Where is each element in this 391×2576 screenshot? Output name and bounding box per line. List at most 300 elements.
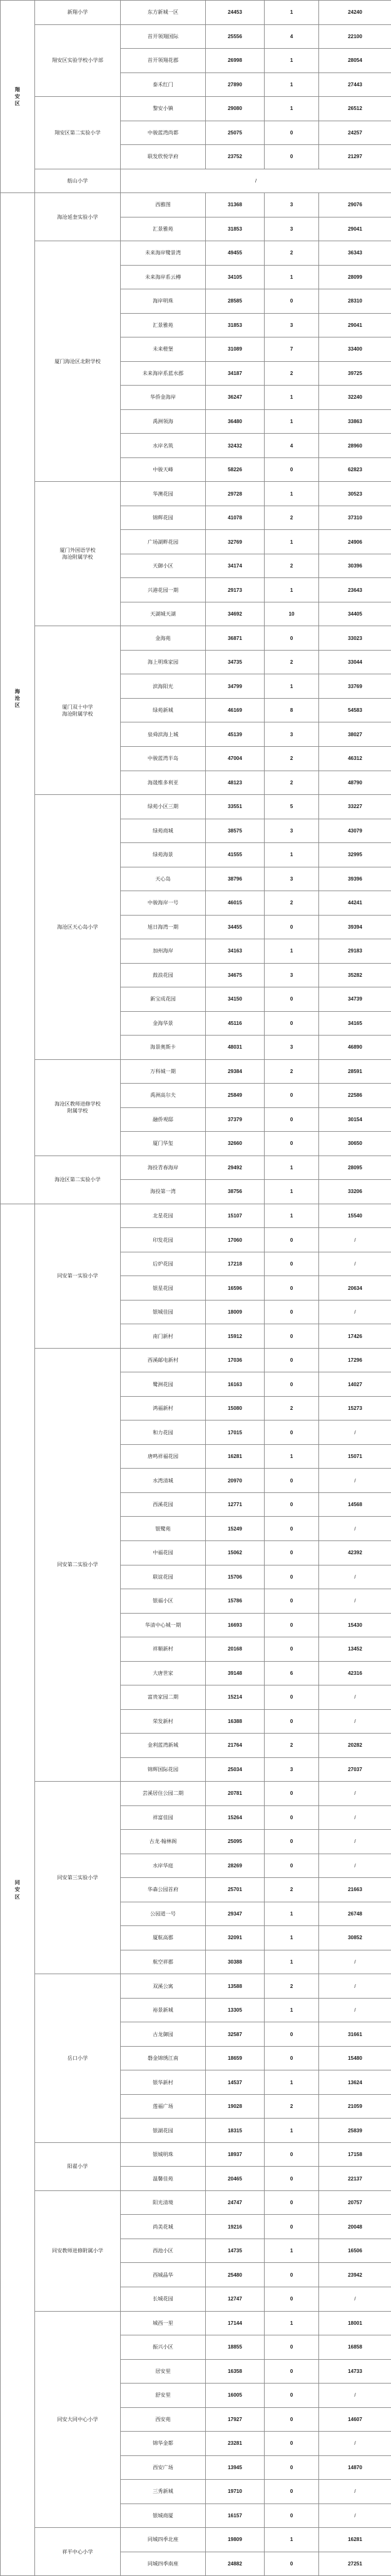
count-cell: 2 xyxy=(265,241,319,266)
price-cell: 12747 xyxy=(206,2287,265,2311)
count-cell: 3 xyxy=(265,819,319,843)
reference-price-cell: 33769 xyxy=(319,674,391,699)
price-cell: 24882 xyxy=(206,2552,265,2576)
count-cell: 0 xyxy=(265,2384,319,2408)
count-cell: 0 xyxy=(265,1276,319,1300)
reference-price-cell: 16506 xyxy=(319,2239,391,2263)
count-cell: 1 xyxy=(265,2528,319,2552)
table-row xyxy=(1,1974,391,1999)
price-cell: 17218 xyxy=(206,1252,265,1276)
estate-cell: 绿苑小区三期 xyxy=(121,795,206,819)
price-cell: 34735 xyxy=(206,650,265,674)
estate-cell: 长城花园 xyxy=(121,2287,206,2311)
price-cell: 16693 xyxy=(206,1613,265,1637)
price-cell: 34799 xyxy=(206,674,265,699)
reference-price-cell: 30396 xyxy=(319,554,391,578)
price-cell: 48031 xyxy=(206,1036,265,1060)
school-cell: 同安教师进修附属小学 xyxy=(35,2190,121,2311)
reference-price-cell: / xyxy=(319,1300,391,1324)
price-cell: 13305 xyxy=(206,1998,265,2022)
price-cell: 17927 xyxy=(206,2407,265,2432)
reference-price-cell: 39725 xyxy=(319,361,391,386)
reference-price-cell: 28095 xyxy=(319,1156,391,1180)
count-cell: 0 xyxy=(265,1300,319,1324)
count-cell: 0 xyxy=(265,1420,319,1445)
count-cell: 1 xyxy=(265,2311,319,2335)
estate-cell: 华森公园首府 xyxy=(121,1878,206,1902)
school-cell: 厦门外国语学校 海沧附属学校 xyxy=(35,482,121,626)
table-row xyxy=(1,2142,391,2167)
count-cell: 0 xyxy=(265,2455,319,2480)
price-cell: 39148 xyxy=(206,1661,265,1685)
reference-price-cell: 46312 xyxy=(319,746,391,771)
estate-cell: 海晟维多利亚 xyxy=(121,771,206,795)
count-cell: 0 xyxy=(265,2480,319,2504)
price-cell: 31853 xyxy=(206,217,265,241)
estate-cell: 海岸明珠 xyxy=(121,289,206,314)
estate-cell: 联谊花园 xyxy=(121,1565,206,1589)
price-cell: 26998 xyxy=(206,49,265,73)
estate-cell: 禹洲领海 xyxy=(121,409,206,434)
reference-price-cell: 15430 xyxy=(319,1613,391,1637)
price-cell: 41078 xyxy=(206,506,265,530)
reference-price-cell: / xyxy=(319,1974,391,1999)
estate-cell: 中骏蓝湾半岛 xyxy=(121,746,206,771)
count-cell: 2 xyxy=(265,1734,319,1758)
price-cell: 15249 xyxy=(206,1517,265,1541)
price-cell: 17144 xyxy=(206,2311,265,2335)
price-cell: 38756 xyxy=(206,1180,265,1204)
reference-price-cell: / xyxy=(319,1228,391,1252)
price-cell: 28269 xyxy=(206,1854,265,1878)
table-row xyxy=(1,24,391,49)
reference-price-cell: / xyxy=(319,1420,391,1445)
count-cell: 3 xyxy=(265,193,319,217)
reference-price-cell: 15480 xyxy=(319,2046,391,2070)
price-cell: 46015 xyxy=(206,891,265,916)
price-cell: 15214 xyxy=(206,1685,265,1710)
price-cell: 20465 xyxy=(206,2167,265,2191)
count-cell: 3 xyxy=(265,217,319,241)
estate-cell: 金海苑 xyxy=(121,626,206,651)
count-cell: 2 xyxy=(265,2094,319,2119)
reference-price-cell: 62823 xyxy=(319,457,391,482)
count-cell: 10 xyxy=(265,602,319,626)
estate-cell: 和力花园 xyxy=(121,1420,206,1445)
count-cell: 0 xyxy=(265,1324,319,1349)
price-cell: 17036 xyxy=(206,1348,265,1372)
price-cell: 25701 xyxy=(206,1878,265,1902)
table-row xyxy=(1,795,391,819)
table-row xyxy=(1,1059,391,1084)
count-cell: 2 xyxy=(265,554,319,578)
count-cell: 1 xyxy=(265,674,319,699)
estate-cell: 大唐世家 xyxy=(121,1661,206,1685)
reference-price-cell: 22137 xyxy=(319,2167,391,2191)
school-cell: 海沧区第二实验小学 xyxy=(35,1156,121,1204)
estate-cell: 水湾清城 xyxy=(121,1469,206,1493)
count-cell: 0 xyxy=(265,1589,319,1614)
price-cell: 37379 xyxy=(206,1107,265,1132)
estate-cell: 三秀新城 xyxy=(121,2480,206,2504)
price-cell: 34187 xyxy=(206,361,265,386)
price-cell: 25034 xyxy=(206,1757,265,1782)
estate-cell: 尚美花城 xyxy=(121,2215,206,2239)
price-cell: 12771 xyxy=(206,1492,265,1517)
estate-cell: 禹洲高尔夫 xyxy=(121,1084,206,1108)
reference-price-cell: 20634 xyxy=(319,1276,391,1300)
price-cell: 15912 xyxy=(206,1324,265,1349)
count-cell: 4 xyxy=(265,434,319,458)
count-cell: 1 xyxy=(265,578,319,602)
reference-price-cell: 30852 xyxy=(319,1926,391,1950)
school-cell: 海沧区教师进修学校 附属学校 xyxy=(35,1059,121,1156)
reference-price-cell: 23942 xyxy=(319,2263,391,2287)
reference-price-cell: 46890 xyxy=(319,1036,391,1060)
price-cell: 19710 xyxy=(206,2480,265,2504)
reference-price-cell: 36343 xyxy=(319,241,391,266)
count-cell: 0 xyxy=(265,145,319,169)
estate-cell: 绿苑新城 xyxy=(121,698,206,722)
estate-cell: 银福小区 xyxy=(121,1589,206,1614)
estate-cell: 富贵家园二期 xyxy=(121,1685,206,1710)
estate-cell: 西安广场 xyxy=(121,2455,206,2480)
estate-cell: 温馨佳苑 xyxy=(121,2167,206,2191)
reference-price-cell: 32240 xyxy=(319,386,391,410)
reference-price-cell: 27251 xyxy=(319,2552,391,2576)
reference-price-cell: 28310 xyxy=(319,289,391,314)
table-row xyxy=(1,1,391,25)
count-cell: 1 xyxy=(265,1204,319,1228)
estate-cell: 城西一里 xyxy=(121,2311,206,2335)
price-cell: 30388 xyxy=(206,1950,265,1974)
reference-price-cell: / xyxy=(319,1565,391,1589)
estate-cell: 海投青春海岸 xyxy=(121,1156,206,1180)
estate-cell: 金利蓝湾新城 xyxy=(121,1734,206,1758)
price-cell: 34692 xyxy=(206,602,265,626)
count-cell: 1 xyxy=(265,1156,319,1180)
price-cell: 29728 xyxy=(206,482,265,506)
count-cell: 0 xyxy=(265,1132,319,1156)
estate-cell: 锦华金都 xyxy=(121,2432,206,2456)
count-cell: 1 xyxy=(265,1902,319,1926)
count-cell: 0 xyxy=(265,1011,319,1036)
reference-price-cell: 20048 xyxy=(319,2215,391,2239)
reference-price-cell: 23643 xyxy=(319,578,391,602)
estate-cell: 海投第一湾 xyxy=(121,1180,206,1204)
estate-cell: 金海华景 xyxy=(121,1011,206,1036)
reference-price-cell: 15071 xyxy=(319,1444,391,1469)
estate-cell: 后炉花园 xyxy=(121,1252,206,1276)
count-cell: 0 xyxy=(265,2432,319,2456)
estate-cell: 公园道一号 xyxy=(121,1902,206,1926)
reference-price-cell: 31661 xyxy=(319,2022,391,2047)
estate-cell: 万科城一期 xyxy=(121,1059,206,1084)
count-cell: 0 xyxy=(265,1685,319,1710)
price-cell: 18315 xyxy=(206,2119,265,2143)
estate-cell: 绿苑海景 xyxy=(121,843,206,867)
price-cell: 18937 xyxy=(206,2142,265,2167)
school-cell: 同安第一实验小学 xyxy=(35,1204,121,1348)
reference-price-cell: 24906 xyxy=(319,530,391,554)
reference-price-cell: / xyxy=(319,1517,391,1541)
estate-cell: 南门新村 xyxy=(121,1324,206,1349)
price-cell: 27890 xyxy=(206,72,265,97)
estate-cell: 银城佳园 xyxy=(121,1300,206,1324)
reference-price-cell: 30523 xyxy=(319,482,391,506)
reference-price-cell: 26748 xyxy=(319,1902,391,1926)
merged-empty-cell: / xyxy=(121,169,391,193)
table-row xyxy=(1,2190,391,2215)
count-cell: 3 xyxy=(265,722,319,747)
price-cell: 13588 xyxy=(206,1974,265,1999)
count-cell: 0 xyxy=(265,1854,319,1878)
price-cell: 48123 xyxy=(206,771,265,795)
reference-price-cell: 22100 xyxy=(319,24,391,49)
count-cell: 1 xyxy=(265,939,319,964)
count-cell: 2 xyxy=(265,361,319,386)
table-row xyxy=(1,169,391,193)
count-cell: 0 xyxy=(265,1565,319,1589)
table-row xyxy=(1,1348,391,1372)
estate-cell: 厦门华玺 xyxy=(121,1132,206,1156)
reference-price-cell: 30650 xyxy=(319,1132,391,1156)
count-cell: 0 xyxy=(265,1469,319,1493)
reference-price-cell: 28960 xyxy=(319,434,391,458)
price-cell: 25075 xyxy=(206,121,265,145)
count-cell: 7 xyxy=(265,337,319,362)
count-cell: 0 xyxy=(265,1782,319,1806)
table-row xyxy=(1,193,391,217)
reference-price-cell: 29041 xyxy=(319,217,391,241)
count-cell: 2 xyxy=(265,1059,319,1084)
reference-price-cell: 39396 xyxy=(319,867,391,891)
reference-price-cell: 33400 xyxy=(319,337,391,362)
school-cell: 岳口小学 xyxy=(35,1974,121,2143)
reference-price-cell: 38027 xyxy=(319,722,391,747)
reference-price-cell: / xyxy=(319,1469,391,1493)
reference-price-cell: 14733 xyxy=(319,2359,391,2384)
count-cell: 0 xyxy=(265,2504,319,2528)
reference-price-cell: 24257 xyxy=(319,121,391,145)
school-cell: 翔安区实验学校小学部 xyxy=(35,24,121,97)
price-cell: 29173 xyxy=(206,578,265,602)
price-cell: 32091 xyxy=(206,1926,265,1950)
estate-cell: 莲福广场 xyxy=(121,2094,206,2119)
estate-cell: 居安里 xyxy=(121,2359,206,2384)
estate-cell: 北星花园 xyxy=(121,1204,206,1228)
estate-cell: 中骏海岸一号 xyxy=(121,891,206,916)
estate-cell: 未来海岸鹭景湾 xyxy=(121,241,206,266)
reference-price-cell: 14870 xyxy=(319,2455,391,2480)
estate-cell: 古龙御园 xyxy=(121,2022,206,2047)
price-cell: 31853 xyxy=(206,313,265,337)
count-cell: 1 xyxy=(265,1950,319,1974)
count-cell: 1 xyxy=(265,49,319,73)
estate-cell: 祥富佳园 xyxy=(121,1805,206,1830)
estate-cell: 荣发新村 xyxy=(121,1709,206,1734)
reference-price-cell: / xyxy=(319,1805,391,1830)
reference-price-cell: 48790 xyxy=(319,771,391,795)
price-cell: 15786 xyxy=(206,1589,265,1614)
estate-cell: 水岸名筑 xyxy=(121,434,206,458)
reference-price-cell: / xyxy=(319,1998,391,2022)
estate-cell: 西安苑 xyxy=(121,2407,206,2432)
reference-price-cell: / xyxy=(319,1830,391,1854)
estate-cell: 华澳花园 xyxy=(121,482,206,506)
reference-price-cell: 21297 xyxy=(319,145,391,169)
school-cell: 新翔小学 xyxy=(35,1,121,25)
reference-price-cell: 15540 xyxy=(319,1204,391,1228)
estate-cell: 西溪邮电新村 xyxy=(121,1348,206,1372)
count-cell: 0 xyxy=(265,2359,319,2384)
reference-price-cell: 13452 xyxy=(319,1637,391,1662)
school-cell: 祥平中心小学 xyxy=(35,2528,121,2576)
reference-price-cell: 16281 xyxy=(319,2528,391,2552)
price-cell: 38575 xyxy=(206,819,265,843)
price-cell: 28585 xyxy=(206,289,265,314)
count-cell: 0 xyxy=(265,2552,319,2576)
count-cell: 1 xyxy=(265,1998,319,2022)
price-cell: 58226 xyxy=(206,457,265,482)
count-cell: 0 xyxy=(265,1637,319,1662)
reference-price-cell: 33863 xyxy=(319,409,391,434)
reference-price-cell: 34165 xyxy=(319,1011,391,1036)
count-cell: 1 xyxy=(265,386,319,410)
reference-price-cell: 42392 xyxy=(319,1541,391,1565)
price-cell: 19028 xyxy=(206,2094,265,2119)
price-cell: 25095 xyxy=(206,1830,265,1854)
school-cell: 翔安区第二实验小学 xyxy=(35,97,121,169)
reference-price-cell: 25839 xyxy=(319,2119,391,2143)
price-cell: 17015 xyxy=(206,1420,265,1445)
estate-cell: 华侨金海岸 xyxy=(121,386,206,410)
count-cell: 2 xyxy=(265,746,319,771)
count-cell: 1 xyxy=(265,2239,319,2263)
estate-cell: 银城明珠 xyxy=(121,2142,206,2167)
table-row xyxy=(1,482,391,506)
table-row xyxy=(1,2311,391,2335)
estate-cell: 磐金锦绣江南 xyxy=(121,2046,206,2070)
reference-price-cell: / xyxy=(319,2432,391,2456)
price-cell: 49455 xyxy=(206,241,265,266)
count-cell: 3 xyxy=(265,963,319,987)
reference-price-cell: 22586 xyxy=(319,1084,391,1108)
table-row xyxy=(1,97,391,121)
reference-price-cell: 15273 xyxy=(319,1396,391,1420)
estate-cell: 银星花园 xyxy=(121,1276,206,1300)
district-cell: 翔安区 xyxy=(1,1,35,193)
count-cell: 0 xyxy=(265,915,319,939)
price-cell: 15264 xyxy=(206,1805,265,1830)
price-cell: 24453 xyxy=(206,1,265,25)
school-cell: 同安大同中心小学 xyxy=(35,2311,121,2528)
estate-cell: 东方新城一区 xyxy=(121,1,206,25)
estate-cell: 唐鸣祥福花园 xyxy=(121,1444,206,1469)
reference-price-cell: 35282 xyxy=(319,963,391,987)
price-cell: 31368 xyxy=(206,193,265,217)
price-cell: 34105 xyxy=(206,265,265,289)
price-cell: 15107 xyxy=(206,1204,265,1228)
school-cell: 舫山小学 xyxy=(35,169,121,193)
count-cell: 0 xyxy=(265,2167,319,2191)
estate-cell: 西溪花园 xyxy=(121,1492,206,1517)
estate-cell: 锦辉花园 xyxy=(121,506,206,530)
reference-price-cell: 33023 xyxy=(319,626,391,651)
reference-price-cell: / xyxy=(319,1854,391,1878)
estate-cell: 舒安里 xyxy=(121,2384,206,2408)
count-cell: 8 xyxy=(265,698,319,722)
count-cell: 0 xyxy=(265,2190,319,2215)
count-cell: 0 xyxy=(265,457,319,482)
estate-cell: 未来海岸系蓝水郡 xyxy=(121,361,206,386)
table-row xyxy=(1,2528,391,2552)
reference-price-cell: 17296 xyxy=(319,1348,391,1372)
reference-price-cell: / xyxy=(319,1252,391,1276)
count-cell: 0 xyxy=(265,1107,319,1132)
school-cell: 海沧区天心岛小学 xyxy=(35,795,121,1060)
reference-price-cell: / xyxy=(319,1782,391,1806)
school-cell: 同安第三实验小学 xyxy=(35,1782,121,1974)
price-cell: 32432 xyxy=(206,434,265,458)
estate-cell: 首开领翔花郡 xyxy=(121,49,206,73)
reference-price-cell: / xyxy=(319,2384,391,2408)
reference-price-cell: 33206 xyxy=(319,1180,391,1204)
estate-cell: 黎安小镇 xyxy=(121,97,206,121)
reference-price-cell: 14027 xyxy=(319,1372,391,1397)
price-cell: 16163 xyxy=(206,1372,265,1397)
count-cell: 2 xyxy=(265,1878,319,1902)
price-cell: 29347 xyxy=(206,1902,265,1926)
reference-price-cell: 20757 xyxy=(319,2190,391,2215)
price-cell: 34163 xyxy=(206,939,265,964)
school-cell: 厦门海沧区北附学校 xyxy=(35,241,121,482)
price-cell: 18855 xyxy=(206,2335,265,2360)
count-cell: 2 xyxy=(265,1396,319,1420)
school-cell: 同安第二实验小学 xyxy=(35,1348,121,1781)
estate-cell: 华清中心城一期 xyxy=(121,1613,206,1637)
estate-cell: 西雅图 xyxy=(121,193,206,217)
reference-price-cell: 43079 xyxy=(319,819,391,843)
estate-cell: 古龙·翰林阁 xyxy=(121,1830,206,1854)
count-cell: 1 xyxy=(265,1,319,25)
estate-cell: 厦航高郡 xyxy=(121,1926,206,1950)
count-cell: 0 xyxy=(265,2335,319,2360)
price-cell: 33551 xyxy=(206,795,265,819)
estate-cell: 芸溪居住公园二期 xyxy=(121,1782,206,1806)
price-cell: 19809 xyxy=(206,2528,265,2552)
reference-price-cell: 39394 xyxy=(319,915,391,939)
estate-cell: 双溪公寓 xyxy=(121,1974,206,1999)
price-cell: 47004 xyxy=(206,746,265,771)
school-cell: 阳翟小学 xyxy=(35,2142,121,2190)
count-cell: 0 xyxy=(265,1709,319,1734)
estate-cell: 同城四季南座 xyxy=(121,2552,206,2576)
price-cell: 34150 xyxy=(206,987,265,1012)
estate-cell: 阳光清境 xyxy=(121,2190,206,2215)
reference-price-cell: 17158 xyxy=(319,2142,391,2167)
count-cell: 1 xyxy=(265,1926,319,1950)
reference-price-cell: 29183 xyxy=(319,939,391,964)
reference-price-cell: 28591 xyxy=(319,1059,391,1084)
price-cell: 23752 xyxy=(206,145,265,169)
price-cell: 24747 xyxy=(206,2190,265,2215)
estate-cell: 银湖花园 xyxy=(121,2119,206,2143)
price-cell: 14537 xyxy=(206,2070,265,2095)
reference-price-cell: 30154 xyxy=(319,1107,391,1132)
reference-price-cell: 27037 xyxy=(319,1757,391,1782)
price-cell: 32587 xyxy=(206,2022,265,2047)
